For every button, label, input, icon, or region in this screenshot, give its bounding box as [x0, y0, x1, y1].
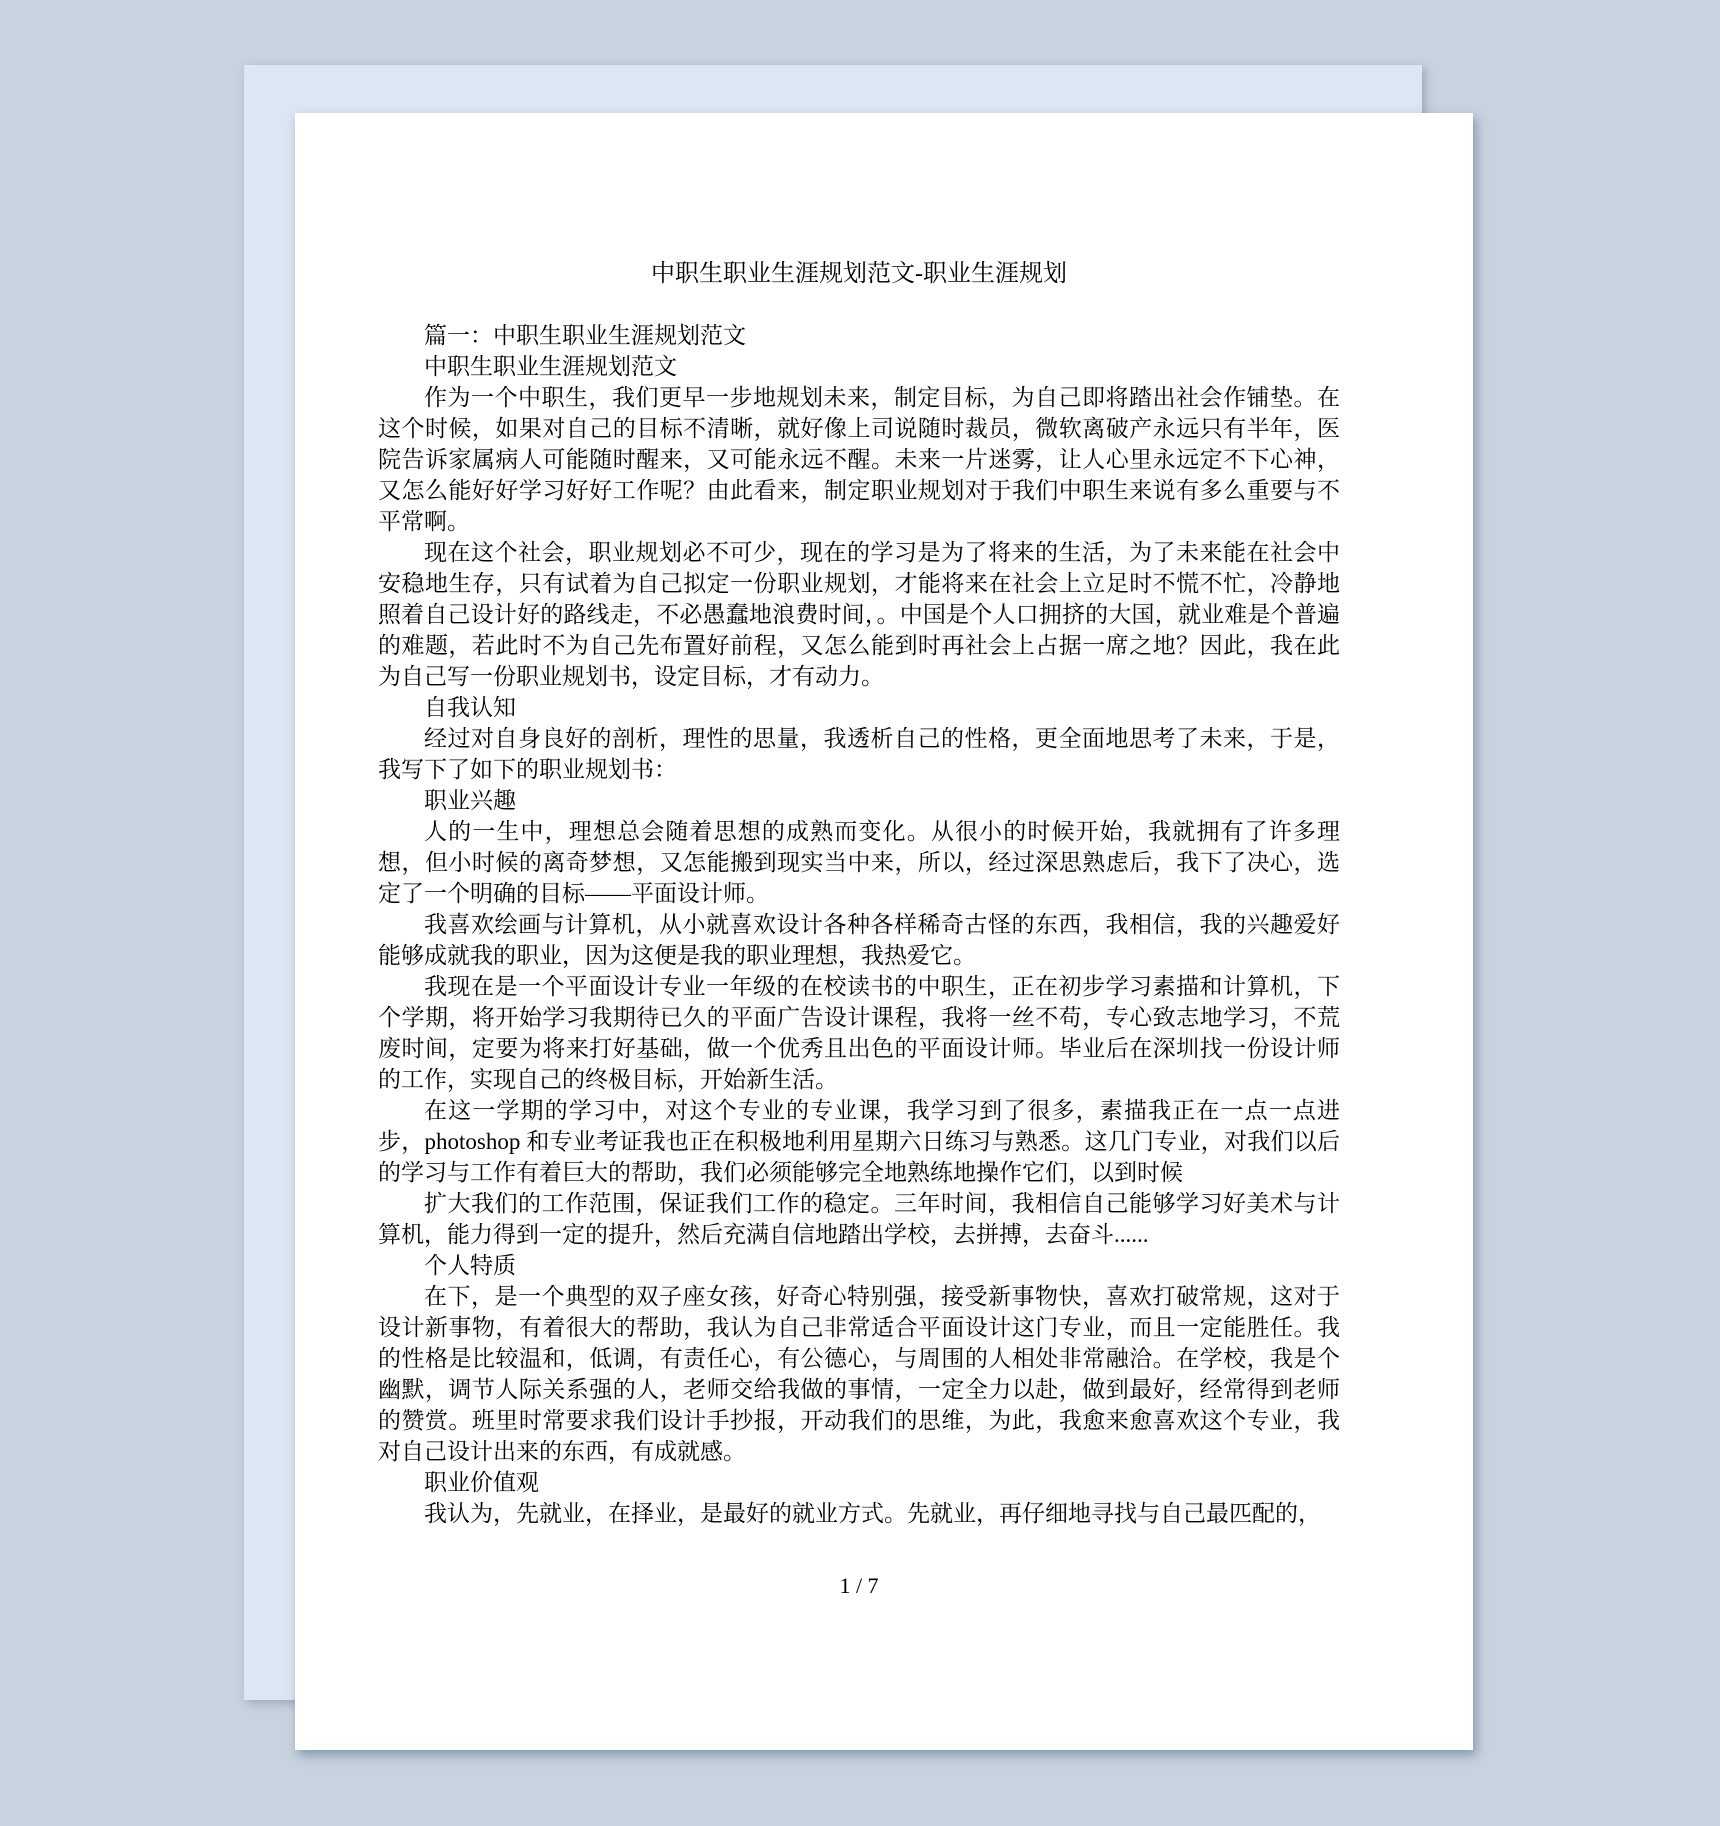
paragraph: 扩大我们的工作范围，保证我们工作的稳定。三年时间，我相信自己能够学习好美术与计算机，能力得到一定的提升，然后充满自信地踏出学校，去拼搏，去奋斗......	[378, 1191, 1340, 1247]
document-title: 中职生职业生涯规划范文-职业生涯规划	[651, 261, 1067, 287]
paragraph-subtitle: 中职生职业生涯规划范文	[424, 354, 677, 379]
paragraph: 我认为，先就业，在择业，是最好的就业方式。先就业，再仔细地寻找与自己最匹配的，	[424, 1501, 1321, 1526]
paragraph: 我现在是一个平面设计专业一年级的在校读书的中职生，正在初步学习素描和计算机，下个学期，将开始学习我期待已久的平面广告设计课程，我将一丝不苟，专心致志地学习，不荒废时间，定要为将来打好基础，做一个优秀且出色的平面设计师。毕业后在深圳找一份设计师的工作，实现自己的终极目标，开始新生活。	[378, 974, 1340, 1092]
paragraph: 人的一生中，理想总会随着思想的成熟而变化。从很小的时候开始，我就拥有了许多理想，但小时候的离奇梦想，又怎能搬到现实当中来，所以，经过深思熟虑后，我下了决心，选定了一个明确的目标——平面设计师。	[378, 819, 1340, 906]
paragraph: 我喜欢绘画与计算机，从小就喜欢设计各种各样稀奇古怪的东西，我相信，我的兴趣爱好能够成就我的职业，因为这便是我的职业理想，我热爱它。	[378, 912, 1340, 968]
paragraph: 现在这个社会，职业规划必不可少，现在的学习是为了将来的生活，为了未来能在社会中安稳地生存，只有试着为自己拟定一份职业规划，才能将来在社会上立足时不慌不忙，冷静地照着自己设计好的路线走，不必愚蠢地浪费时间，。中国是个人口拥挤的大国，就业难是个普遍的难题，若此时不为自己先布置好前程，又怎么能到时再社会上占据一席之地？因此，我在此为自己写一份职业规划书，设定目标，才有动力。	[378, 540, 1340, 689]
paragraph: 作为一个中职生，我们更早一步地规划未来，制定目标，为自己即将踏出社会作铺垫。在这个时候，如果对自己的目标不清晰，就好像上司说随时裁员，微软离破产永远只有半年，医院告诉家属病人可能随时醒来，又可能永远不醒。未来一片迷雾，让人心里永远定不下心神，又怎么能好好学习好好工作呢？由此看来，制定职业规划对于我们中职生来说有多么重要与不平常啊。	[378, 385, 1340, 534]
page-number: 1 / 7	[839, 1573, 879, 1598]
paragraph-intro-label: 篇一：中职生职业生涯规划范文	[424, 323, 746, 348]
paragraph: 在这一学期的学习中，对这个专业的专业课，我学习到了很多，素描我正在一点一点进步，photoshop 和专业考证我也正在积极地利用星期六日练习与熟悉。这几门专业，对我们以后的学习与工作有着巨大的帮助，我们必须能够完全地熟练地操作它们，以到时候	[378, 1098, 1340, 1185]
section-heading-career-interest: 职业兴趣	[424, 788, 516, 813]
document-body	[378, 320, 1340, 1529]
section-heading-career-values: 职业价值观	[424, 1470, 539, 1495]
paragraph: 在下，是一个典型的双子座女孩，好奇心特别强，接受新事物快，喜欢打破常规，这对于设计新事物，有着很大的帮助，我认为自己非常适合平面设计这门专业，而且一定能胜任。我的性格是比较温和，低调，有责任心，有公德心，与周围的人相处非常融洽。在学校，我是个幽默，调节人际关系强的人，老师交给我做的事情，一定全力以赴，做到最好，经常得到老师的赞赏。班里时常要求我们设计手抄报，开动我们的思维，为此，我愈来愈喜欢这个专业，我对自己设计出来的东西，有成就感。	[378, 1284, 1340, 1464]
section-heading-self-awareness: 自我认知	[424, 695, 516, 720]
section-heading-personal-traits: 个人特质	[424, 1253, 516, 1278]
document-page	[295, 113, 1473, 1750]
paragraph: 经过对自身良好的剖析，理性的思量，我透析自己的性格，更全面地思考了未来，于是，我写下了如下的职业规划书：	[378, 726, 1340, 782]
